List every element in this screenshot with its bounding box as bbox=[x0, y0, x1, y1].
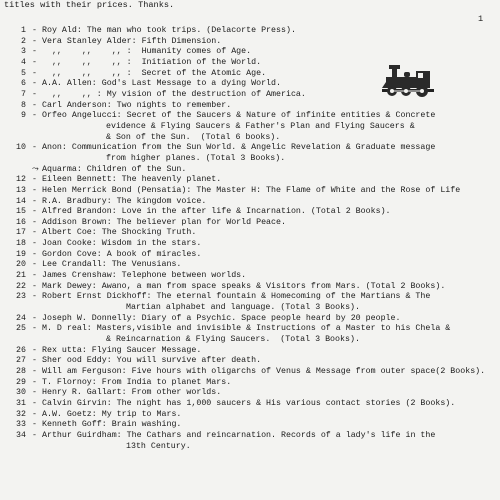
list-item bbox=[0, 207, 500, 218]
item-text: Orfeo Angelucci: Secret of the Saucers & Nature of infinite entities & Concrete bbox=[42, 111, 436, 121]
item-text: R.A. Bradbury: The kingdom voice. bbox=[42, 196, 207, 206]
item-number: 21 bbox=[16, 271, 26, 281]
item-dash: - bbox=[32, 185, 37, 195]
item-text: Eileen Bennett: The heavenly planet. bbox=[42, 175, 222, 185]
item-dash: - bbox=[32, 68, 37, 78]
list-item bbox=[0, 420, 500, 431]
item-text: Carl Anderson: Two nights to remember. bbox=[42, 100, 232, 110]
item-dash: - bbox=[32, 111, 37, 121]
item-text: A.A. Allen: God's Last Message to a dying World. bbox=[42, 79, 281, 89]
list-item bbox=[0, 37, 500, 48]
list-item bbox=[0, 367, 500, 378]
item-text: Joan Cooke: Wisdom in the stars. bbox=[42, 239, 202, 249]
item-text: Joseph W. Donnelly: Diary of a Psychic. Space people heard by 20 people. bbox=[42, 313, 401, 323]
list-item-continuation bbox=[0, 335, 500, 346]
item-text: Will am Ferguson: Five hours with oligarchs of Venus & Message from outer space(2 Books). bbox=[42, 367, 486, 376]
item-dash: - bbox=[32, 207, 37, 217]
item-number: 15 bbox=[16, 207, 26, 217]
item-number: 26 bbox=[16, 345, 26, 355]
item-dash: - bbox=[32, 281, 37, 291]
list-item bbox=[0, 260, 500, 271]
list-item bbox=[0, 90, 500, 101]
item-dash: - bbox=[32, 377, 37, 387]
list-item bbox=[0, 324, 500, 335]
item-number: 7 bbox=[21, 89, 26, 99]
item-number: 17 bbox=[16, 228, 26, 238]
item-dash: - bbox=[32, 217, 37, 227]
item-text: ,, ,, ,, : Secret of the Atomic Age. bbox=[42, 68, 267, 78]
item-dash: - bbox=[32, 100, 37, 110]
item-number: 33 bbox=[16, 420, 26, 430]
item-text: Aquarma: Children of the Sun. bbox=[42, 164, 187, 174]
list-item bbox=[0, 399, 500, 410]
list-item bbox=[0, 26, 500, 37]
item-number: 19 bbox=[16, 249, 26, 259]
item-dash: - bbox=[32, 143, 37, 153]
item-dash: - bbox=[32, 388, 37, 398]
item-number: 32 bbox=[16, 409, 26, 419]
item-dash: - bbox=[32, 313, 37, 323]
list-item bbox=[0, 250, 500, 261]
item-text: from higher planes. (Total 3 Books). bbox=[106, 153, 286, 163]
item-text: & Reincarnation & Flying Saucers. (Total 3 Books). bbox=[106, 335, 360, 345]
item-text: Calvin Girvin: The night has 1,000 saucers & His various contact stories (2 Books). bbox=[42, 398, 456, 408]
list-item bbox=[0, 175, 500, 186]
item-dash: - bbox=[32, 196, 37, 206]
item-dash: - bbox=[32, 57, 37, 67]
list-item bbox=[0, 356, 500, 367]
item-number: 30 bbox=[16, 388, 26, 398]
item-number: 31 bbox=[16, 398, 26, 408]
item-text: Rex utta: Flying Saucer Message. bbox=[42, 345, 202, 355]
item-number: 27 bbox=[16, 356, 26, 366]
item-text: Roy Ald: The man who took trips. (Delacorte Press). bbox=[42, 26, 296, 35]
list-item bbox=[0, 186, 500, 197]
item-number: 12 bbox=[16, 175, 26, 185]
list-item bbox=[0, 218, 500, 229]
list-item-continuation bbox=[0, 303, 500, 314]
item-text: Henry R. Gallart: From other worlds. bbox=[42, 388, 222, 398]
list-item bbox=[0, 239, 500, 250]
item-dash: - bbox=[32, 420, 37, 430]
item-dash: - bbox=[32, 36, 37, 46]
item-number: 9 bbox=[21, 111, 26, 121]
item-text: ,, ,, : My vision of the destruction of America. bbox=[42, 89, 306, 99]
item-text: Kenneth Goff: Brain washing. bbox=[42, 420, 182, 430]
item-text: Vera Stanley Alder: Fifth Dimension. bbox=[42, 36, 222, 46]
item-number: 6 bbox=[21, 79, 26, 89]
intro-line: titles with their prices. Thanks. bbox=[4, 0, 175, 10]
item-text: Robert Ernst Dickhoff: The eternal fountain & Homecoming of the Martians & The bbox=[42, 292, 431, 302]
item-text: M. D real: Masters,visible and invisible & Instructions of a Master to his Chela & bbox=[42, 324, 451, 334]
item-text: ,, ,, ,, : Humanity comes of Age. bbox=[42, 47, 252, 57]
item-number: 8 bbox=[21, 100, 26, 110]
item-number: 29 bbox=[16, 377, 26, 387]
item-text: Albert Coe: The Shocking Truth. bbox=[42, 228, 197, 238]
list-item bbox=[0, 165, 500, 176]
list-item bbox=[0, 58, 500, 69]
item-text: 13th Century. bbox=[126, 441, 191, 451]
item-dash: - bbox=[32, 260, 37, 270]
list-item-continuation bbox=[0, 154, 500, 165]
item-dash: - bbox=[32, 356, 37, 366]
item-number: 1 bbox=[21, 26, 26, 35]
item-dash: - bbox=[32, 430, 37, 440]
item-dash: - bbox=[32, 345, 37, 355]
list-item-continuation bbox=[0, 133, 500, 144]
item-dash: - bbox=[32, 228, 37, 238]
list-item bbox=[0, 79, 500, 90]
item-dash: - bbox=[32, 239, 37, 249]
list-item bbox=[0, 228, 500, 239]
list-item bbox=[0, 314, 500, 325]
item-text: Lee Crandall: The Venusians. bbox=[42, 260, 182, 270]
list-item bbox=[0, 271, 500, 282]
list-item-continuation bbox=[0, 122, 500, 133]
item-number: 23 bbox=[16, 292, 26, 302]
page-number: 1 bbox=[478, 14, 484, 24]
item-dash: - bbox=[32, 324, 37, 334]
list-item bbox=[0, 197, 500, 208]
item-dash: - bbox=[32, 271, 37, 281]
list-item bbox=[0, 388, 500, 399]
item-number: 5 bbox=[21, 68, 26, 78]
list-item-continuation bbox=[0, 442, 500, 453]
item-text: Anon: Communication from the Sun World. & Angelic Revelation & Graduate message bbox=[42, 143, 436, 153]
item-dash: - bbox=[32, 175, 37, 185]
item-number: 22 bbox=[16, 281, 26, 291]
list-item bbox=[0, 111, 500, 122]
book-list bbox=[0, 26, 500, 452]
item-text: James Crenshaw: Telephone between worlds. bbox=[42, 271, 247, 281]
item-number: 4 bbox=[21, 57, 26, 67]
item-dash: - bbox=[32, 398, 37, 408]
list-item bbox=[0, 101, 500, 112]
list-item bbox=[0, 69, 500, 80]
item-dash: - bbox=[32, 47, 37, 57]
list-item bbox=[0, 346, 500, 357]
item-number: 2 bbox=[21, 36, 26, 46]
list-item bbox=[0, 282, 500, 293]
item-text: T. Flornoy: From India to planet Mars. bbox=[42, 377, 232, 387]
item-text: Gordon Cove: A book of miracles. bbox=[42, 249, 202, 259]
item-dash: - bbox=[32, 249, 37, 259]
item-text: evidence & Flying Saucers & Father's Plan and Flying Saucers & bbox=[106, 121, 415, 131]
item-dash: - bbox=[32, 89, 37, 99]
list-item bbox=[0, 410, 500, 421]
item-number: 25 bbox=[16, 324, 26, 334]
item-dash: - bbox=[32, 367, 37, 376]
item-dash: ⤳ bbox=[32, 164, 39, 174]
item-text: Alfred Brandon: Love in the after life & Incarnation. (Total 2 Books). bbox=[42, 207, 391, 217]
item-text: Helen Merrick Bond (Pensatia): The Master H: The Flame of White and the Rose of Life bbox=[42, 185, 461, 195]
item-text: Arthur Guirdham: The Cathars and reincarnation. Records of a lady's life in the bbox=[42, 430, 436, 440]
item-number: 3 bbox=[21, 47, 26, 57]
item-dash: - bbox=[32, 79, 37, 89]
item-number: 24 bbox=[16, 313, 26, 323]
item-number: 14 bbox=[16, 196, 26, 206]
item-text: Sher ood Eddy: You will survive after death. bbox=[42, 356, 262, 366]
list-item bbox=[0, 292, 500, 303]
item-text: & Son of the Sun. (Total 6 books). bbox=[106, 132, 281, 142]
list-item bbox=[0, 143, 500, 154]
item-text: A.W. Goetz: My trip to Mars. bbox=[42, 409, 182, 419]
item-dash: - bbox=[32, 26, 37, 35]
item-dash: - bbox=[32, 409, 37, 419]
list-item bbox=[0, 378, 500, 389]
item-dash: - bbox=[32, 292, 37, 302]
item-number: 10 bbox=[16, 143, 26, 153]
item-text: Addison Brown: The believer plan for World Peace. bbox=[42, 217, 286, 227]
item-number: 16 bbox=[16, 217, 26, 227]
item-number: 34 bbox=[16, 430, 26, 440]
item-number: 13 bbox=[16, 185, 26, 195]
item-number: 18 bbox=[16, 239, 26, 249]
item-text: ,, ,, ,, : Initiation of the World. bbox=[42, 57, 262, 67]
item-text: Martian alphabet and language. (Total 3 Books). bbox=[126, 303, 361, 313]
list-item bbox=[0, 431, 500, 442]
item-number: 20 bbox=[16, 260, 26, 270]
item-number: 28 bbox=[16, 367, 26, 376]
item-text: Mark Dewey: Awano, a man from space speaks & Visitors from Mars. (Total 2 Books). bbox=[42, 281, 446, 291]
list-item bbox=[0, 47, 500, 58]
